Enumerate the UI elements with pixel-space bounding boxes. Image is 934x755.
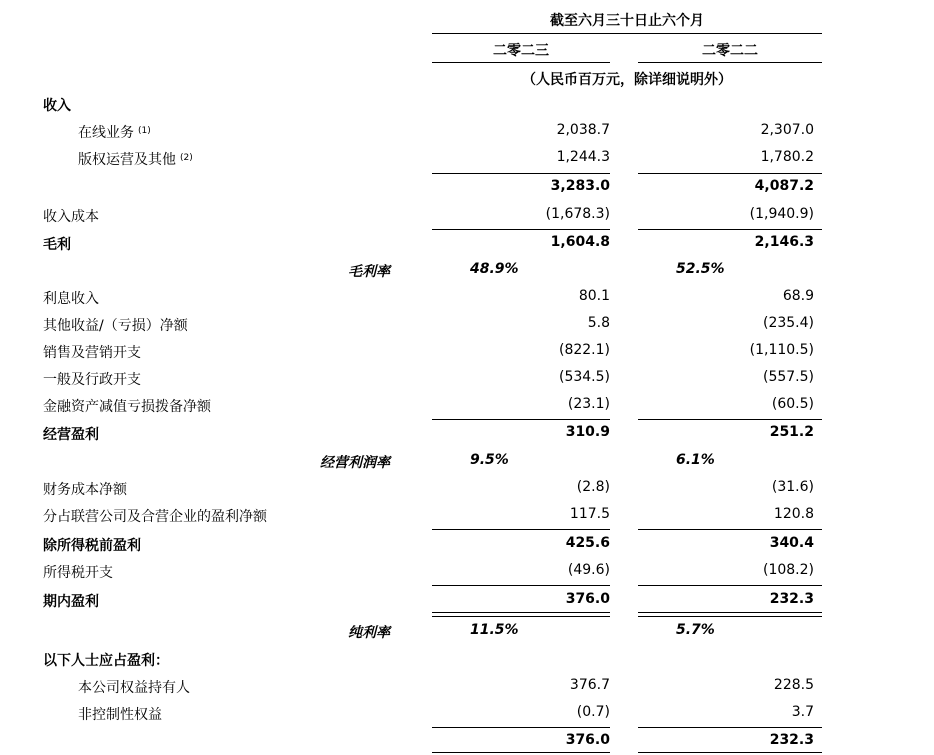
value-2023-revenue-total: 3,283.0 bbox=[550, 178, 610, 194]
value-2022-share-of-associates: 120.8 bbox=[773, 506, 814, 522]
subtotal-rule-2 bbox=[638, 173, 822, 174]
period-profit-rule-2 bbox=[638, 585, 822, 586]
row-label-profit-for-period: 期内盈利 bbox=[43, 594, 99, 610]
unit-note: （人民币百万元，除详细说明外） bbox=[522, 72, 732, 88]
value-2022-equity-holders: 228.5 bbox=[773, 677, 814, 693]
attributable-rule-2 bbox=[638, 727, 822, 728]
period-header: 截至六月三十日止六个月 bbox=[550, 13, 704, 29]
value-2023-general-admin: (534.5) bbox=[558, 369, 610, 385]
value-2022-income-tax: (108.2) bbox=[762, 562, 814, 578]
value-2023-operating-profit: 310.9 bbox=[565, 424, 610, 440]
period-profit-double-rule-1a bbox=[432, 612, 610, 613]
attributable-double-rule-2 bbox=[638, 752, 822, 753]
operating-profit-rule-2 bbox=[638, 419, 822, 420]
value-2023-impairment: (23.1) bbox=[567, 396, 610, 412]
value-2022-operating-margin: 6.1% bbox=[676, 452, 715, 468]
value-2022-net-margin: 5.7% bbox=[676, 622, 715, 638]
value-2022-online-business: 2,307.0 bbox=[760, 122, 814, 138]
value-2023-income-tax: (49.6) bbox=[567, 562, 610, 578]
value-2023-profit-for-period: 376.0 bbox=[565, 591, 610, 607]
value-2023-gross-profit: 1,604.8 bbox=[550, 234, 610, 250]
row-label-net-margin: 纯利率 bbox=[348, 625, 390, 641]
row-label-finance-costs: 财务成本净额 bbox=[43, 482, 127, 498]
row-label-attributable-to: 以下人士应占盈利： bbox=[43, 653, 169, 669]
row-label-operating-margin: 经营利润率 bbox=[320, 455, 390, 471]
value-2023-non-controlling: (0.7) bbox=[576, 704, 610, 720]
value-2022-gross-profit: 2,146.3 bbox=[754, 234, 814, 250]
value-2022-revenue-total: 4,087.2 bbox=[754, 178, 814, 194]
value-2023-share-of-associates: 117.5 bbox=[569, 506, 610, 522]
col2-underline bbox=[638, 62, 822, 63]
value-2022-profit-before-tax: 340.4 bbox=[769, 535, 814, 551]
value-2022-operating-profit: 251.2 bbox=[769, 424, 814, 440]
column-header-2023: 二零二三 bbox=[493, 43, 549, 59]
value-2023-selling-marketing: (822.1) bbox=[558, 342, 610, 358]
row-label-operating-profit: 经营盈利 bbox=[43, 427, 99, 443]
value-2023-online-business: 2,038.7 bbox=[556, 122, 610, 138]
value-2023-equity-holders: 376.7 bbox=[569, 677, 610, 693]
value-2022-non-controlling: 3.7 bbox=[791, 704, 814, 720]
attributable-rule-1 bbox=[432, 727, 610, 728]
row-label-income-tax: 所得税开支 bbox=[43, 565, 113, 581]
value-2023-gross-margin: 48.9% bbox=[470, 261, 519, 277]
value-2023-profit-before-tax: 425.6 bbox=[565, 535, 610, 551]
value-2023-copyright: 1,244.3 bbox=[556, 149, 610, 165]
operating-profit-rule-1 bbox=[432, 419, 610, 420]
col1-underline bbox=[432, 62, 610, 63]
value-2022-copyright: 1,780.2 bbox=[760, 149, 814, 165]
period-underline bbox=[432, 33, 822, 34]
period-profit-double-rule-1b bbox=[432, 616, 610, 617]
period-profit-double-rule-2a bbox=[638, 612, 822, 613]
row-label-profit-before-tax: 除所得税前盈利 bbox=[43, 538, 141, 554]
row-label-cost-of-revenue: 收入成本 bbox=[43, 209, 99, 225]
value-2023-other-gains: 5.8 bbox=[587, 315, 610, 331]
attributable-double-rule-1 bbox=[432, 752, 610, 753]
value-2022-gross-margin: 52.5% bbox=[676, 261, 725, 277]
period-profit-double-rule-2b bbox=[638, 616, 822, 617]
value-2022-general-admin: (557.5) bbox=[762, 369, 814, 385]
value-2022-interest-income: 68.9 bbox=[782, 288, 814, 304]
value-2023-operating-margin: 9.5% bbox=[470, 452, 509, 468]
value-2022-cost-of-revenue: (1,940.9) bbox=[749, 206, 814, 222]
value-2023-finance-costs: (2.8) bbox=[576, 479, 610, 495]
row-label-general-admin: 一般及行政开支 bbox=[43, 372, 141, 388]
row-label-revenue: 收入 bbox=[43, 98, 71, 114]
value-2023-attributable-total: 376.0 bbox=[565, 732, 610, 748]
value-2022-selling-marketing: (1,110.5) bbox=[749, 342, 814, 358]
value-2022-finance-costs: (31.6) bbox=[771, 479, 814, 495]
pretax-rule-2 bbox=[638, 529, 822, 530]
row-label-interest-income: 利息收入 bbox=[43, 291, 99, 307]
footnote-1: (1) bbox=[138, 126, 151, 136]
value-2023-interest-income: 80.1 bbox=[578, 288, 610, 304]
value-2023-net-margin: 11.5% bbox=[470, 622, 519, 638]
row-label-online-business: 在线业务 $^{(1)}$ bbox=[78, 125, 151, 141]
gross-profit-rule-1 bbox=[432, 229, 610, 230]
row-label-non-controlling: 非控制性权益 bbox=[78, 707, 162, 723]
row-label-gross-profit: 毛利 bbox=[43, 237, 71, 253]
row-label-share-of-associates: 分占联营公司及合营企业的盈利净额 bbox=[43, 509, 267, 525]
column-header-2022: 二零二二 bbox=[702, 43, 758, 59]
row-label-other-gains: 其他收益/（亏损）净额 bbox=[43, 318, 188, 334]
period-profit-rule-1 bbox=[432, 585, 610, 586]
row-label-selling-marketing: 销售及营销开支 bbox=[43, 345, 141, 361]
value-2022-other-gains: (235.4) bbox=[762, 315, 814, 331]
footnote-2: (2) bbox=[180, 153, 193, 163]
row-label-equity-holders: 本公司权益持有人 bbox=[78, 680, 190, 696]
row-label-impairment: 金融资产减值亏损拨备净额 bbox=[43, 399, 211, 415]
pretax-rule-1 bbox=[432, 529, 610, 530]
value-2023-cost-of-revenue: (1,678.3) bbox=[545, 206, 610, 222]
subtotal-rule-1 bbox=[432, 173, 610, 174]
value-2022-attributable-total: 232.3 bbox=[769, 732, 814, 748]
gross-profit-rule-2 bbox=[638, 229, 822, 230]
value-2022-profit-for-period: 232.3 bbox=[769, 591, 814, 607]
row-label-gross-margin: 毛利率 bbox=[348, 264, 390, 280]
value-2022-impairment: (60.5) bbox=[771, 396, 814, 412]
row-label-copyright-operations: 版权运营及其他 $^{(2)}$ bbox=[78, 152, 193, 168]
